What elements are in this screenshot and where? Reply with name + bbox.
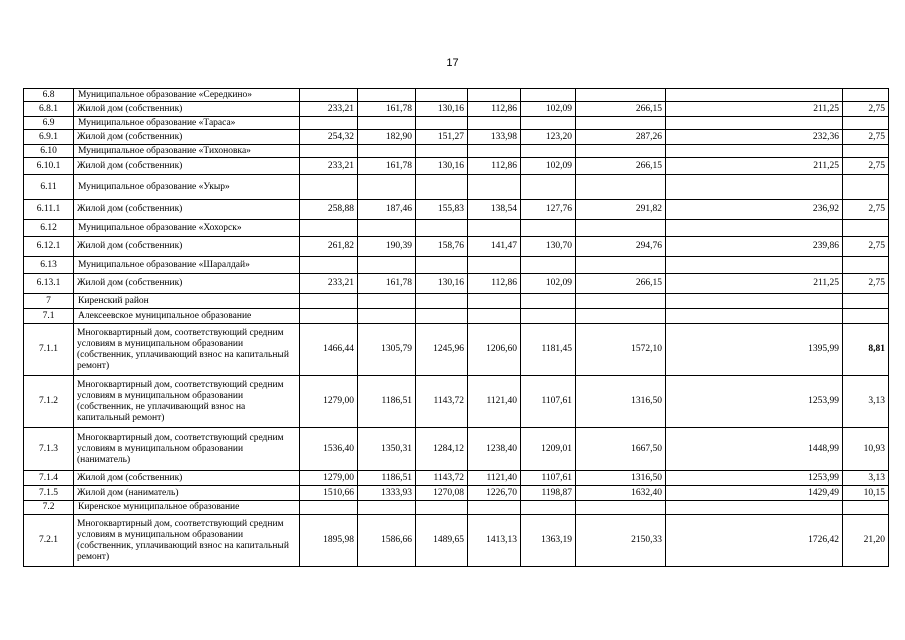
value-cell: 1121,40 (468, 471, 521, 486)
value-cell: 158,76 (416, 237, 468, 257)
section-title: Киренский район (74, 294, 300, 309)
empty-cell (521, 309, 576, 324)
value-cell: 1895,98 (300, 515, 358, 567)
row-code: 6.11 (24, 175, 74, 200)
empty-cell (843, 117, 889, 130)
table-section-row (24, 257, 889, 274)
value-cell: 266,15 (576, 102, 666, 117)
empty-cell (416, 175, 468, 200)
value-cell: 3,13 (843, 376, 889, 428)
empty-cell (521, 89, 576, 102)
value-cell: 1206,60 (468, 324, 521, 376)
row-code: 6.12 (24, 220, 74, 237)
row-code: 6.8.1 (24, 102, 74, 117)
row-name: Жилой дом (собственник) (74, 102, 300, 117)
empty-cell (358, 145, 416, 158)
empty-cell (843, 294, 889, 309)
value-cell: 266,15 (576, 274, 666, 294)
value-cell: 211,25 (666, 274, 843, 294)
value-cell: 1107,61 (521, 471, 576, 486)
empty-cell (358, 117, 416, 130)
value-cell: 1726,42 (666, 515, 843, 567)
value-cell: 1186,51 (358, 376, 416, 428)
row-code: 7.1.5 (24, 486, 74, 501)
empty-cell (843, 501, 889, 515)
empty-cell (843, 145, 889, 158)
section-title: Муниципальное образование «Шаралдай» (74, 257, 300, 274)
empty-cell (416, 294, 468, 309)
value-cell: 1429,49 (666, 486, 843, 501)
row-code: 7.1.2 (24, 376, 74, 428)
table-section-row (24, 294, 889, 309)
table-section-row (24, 145, 889, 158)
empty-cell (358, 501, 416, 515)
value-cell: 294,76 (576, 237, 666, 257)
value-cell: 127,76 (521, 200, 576, 220)
value-cell: 1279,00 (300, 471, 358, 486)
table-section-row (24, 220, 889, 237)
row-name: Жилой дом (наниматель) (74, 486, 300, 501)
value-cell: 1586,66 (358, 515, 416, 567)
empty-cell (468, 501, 521, 515)
value-cell: 1363,19 (521, 515, 576, 567)
table-row (24, 274, 889, 294)
section-title: Муниципальное образование «Тараса» (74, 117, 300, 130)
value-cell: 1238,40 (468, 428, 521, 471)
row-code: 6.9.1 (24, 130, 74, 145)
row-name: Жилой дом (собственник) (74, 130, 300, 145)
value-cell: 236,92 (666, 200, 843, 220)
empty-cell (468, 175, 521, 200)
empty-cell (416, 257, 468, 274)
value-cell: 123,20 (521, 130, 576, 145)
value-cell: 2150,33 (576, 515, 666, 567)
empty-cell (576, 309, 666, 324)
row-code: 7.1.3 (24, 428, 74, 471)
empty-cell (521, 117, 576, 130)
row-name: Многоквартирный дом, соответствующий средним условиям в муниципальном образовании (собственник, уплачивающий взнос на капитальный ремонт) (74, 324, 300, 376)
empty-cell (416, 117, 468, 130)
section-title: Муниципальное образование «Тихоновка» (74, 145, 300, 158)
value-cell: 1536,40 (300, 428, 358, 471)
tariff-table (23, 88, 889, 567)
table-row (24, 200, 889, 220)
value-cell: 1316,50 (576, 471, 666, 486)
row-name: Жилой дом (собственник) (74, 158, 300, 175)
value-cell: 130,16 (416, 274, 468, 294)
value-cell: 2,75 (843, 102, 889, 117)
table-body (24, 89, 889, 567)
value-cell: 1448,99 (666, 428, 843, 471)
value-cell: 155,83 (416, 200, 468, 220)
value-cell: 1413,13 (468, 515, 521, 567)
empty-cell (416, 501, 468, 515)
empty-cell (666, 89, 843, 102)
value-cell: 1350,31 (358, 428, 416, 471)
value-cell: 1316,50 (576, 376, 666, 428)
page-number: 17 (446, 57, 459, 69)
empty-cell (666, 501, 843, 515)
value-cell: 1226,70 (468, 486, 521, 501)
value-cell: 190,39 (358, 237, 416, 257)
row-code: 7.1.1 (24, 324, 74, 376)
value-cell: 287,26 (576, 130, 666, 145)
value-cell: 2,75 (843, 200, 889, 220)
row-code: 6.10.1 (24, 158, 74, 175)
row-name: Многоквартирный дом, соответствующий средним условиям в муниципальном образовании (собственник, не уплачивающий взнос на капитальный ремонт) (74, 376, 300, 428)
row-name: Многоквартирный дом, соответствующий средним условиям в муниципальном образовании (наниматель) (74, 428, 300, 471)
empty-cell (358, 294, 416, 309)
value-cell: 102,09 (521, 102, 576, 117)
value-cell: 1395,99 (666, 324, 843, 376)
value-cell: 151,27 (416, 130, 468, 145)
empty-cell (576, 175, 666, 200)
row-code: 6.13 (24, 257, 74, 274)
value-cell: 1253,99 (666, 376, 843, 428)
value-cell: 112,86 (468, 102, 521, 117)
table-row (24, 428, 889, 471)
table-row (24, 324, 889, 376)
table-section-row (24, 175, 889, 200)
value-cell: 1510,66 (300, 486, 358, 501)
value-cell: 239,86 (666, 237, 843, 257)
empty-cell (468, 117, 521, 130)
table-row (24, 471, 889, 486)
value-cell: 1284,12 (416, 428, 468, 471)
value-cell: 2,75 (843, 237, 889, 257)
value-cell: 1333,93 (358, 486, 416, 501)
value-cell: 1209,01 (521, 428, 576, 471)
table-row (24, 130, 889, 145)
empty-cell (843, 220, 889, 237)
value-cell: 161,78 (358, 274, 416, 294)
value-cell: 1466,44 (300, 324, 358, 376)
empty-cell (468, 145, 521, 158)
value-cell: 102,09 (521, 158, 576, 175)
row-name: Жилой дом (собственник) (74, 200, 300, 220)
table-row (24, 515, 889, 567)
empty-cell (521, 220, 576, 237)
row-code: 6.8 (24, 89, 74, 102)
table-section-row (24, 117, 889, 130)
empty-cell (521, 294, 576, 309)
value-cell: 1245,96 (416, 324, 468, 376)
empty-cell (843, 257, 889, 274)
value-cell: 1143,72 (416, 471, 468, 486)
table-row (24, 102, 889, 117)
value-cell: 1305,79 (358, 324, 416, 376)
empty-cell (468, 89, 521, 102)
section-title: Муниципальное образование «Укыр» (74, 175, 300, 200)
empty-cell (521, 501, 576, 515)
empty-cell (521, 145, 576, 158)
value-cell: 102,09 (521, 274, 576, 294)
empty-cell (300, 257, 358, 274)
value-cell: 1186,51 (358, 471, 416, 486)
empty-cell (666, 257, 843, 274)
value-cell: 258,88 (300, 200, 358, 220)
value-cell: 133,98 (468, 130, 521, 145)
table-section-row (24, 501, 889, 515)
value-cell: 1143,72 (416, 376, 468, 428)
empty-cell (666, 294, 843, 309)
empty-cell (468, 294, 521, 309)
row-code: 7.2 (24, 501, 74, 515)
row-code: 6.10 (24, 145, 74, 158)
value-cell: 233,21 (300, 274, 358, 294)
empty-cell (521, 175, 576, 200)
value-cell: 1667,50 (576, 428, 666, 471)
row-code: 7.2.1 (24, 515, 74, 567)
table-row (24, 237, 889, 257)
empty-cell (358, 89, 416, 102)
empty-cell (843, 89, 889, 102)
empty-cell (576, 89, 666, 102)
table-section-row (24, 89, 889, 102)
value-cell: 211,25 (666, 158, 843, 175)
value-cell: 112,86 (468, 158, 521, 175)
value-cell: 2,75 (843, 158, 889, 175)
value-cell: 254,32 (300, 130, 358, 145)
empty-cell (416, 89, 468, 102)
value-cell: 141,47 (468, 237, 521, 257)
value-cell: 130,16 (416, 102, 468, 117)
table-section-row (24, 309, 889, 324)
value-cell: 1181,45 (521, 324, 576, 376)
value-cell: 161,78 (358, 158, 416, 175)
value-cell: 8,81 (843, 324, 889, 376)
empty-cell (416, 145, 468, 158)
empty-cell (576, 294, 666, 309)
empty-cell (300, 309, 358, 324)
value-cell: 1489,65 (416, 515, 468, 567)
value-cell: 182,90 (358, 130, 416, 145)
row-code: 6.13.1 (24, 274, 74, 294)
empty-cell (576, 220, 666, 237)
value-cell: 161,78 (358, 102, 416, 117)
table-row (24, 376, 889, 428)
empty-cell (358, 309, 416, 324)
empty-cell (576, 117, 666, 130)
value-cell: 2,75 (843, 130, 889, 145)
empty-cell (666, 309, 843, 324)
value-cell: 266,15 (576, 158, 666, 175)
empty-cell (576, 145, 666, 158)
empty-cell (576, 501, 666, 515)
value-cell: 1121,40 (468, 376, 521, 428)
value-cell: 1107,61 (521, 376, 576, 428)
empty-cell (843, 175, 889, 200)
empty-cell (468, 309, 521, 324)
section-title: Муниципальное образование «Середкино» (74, 89, 300, 102)
empty-cell (666, 145, 843, 158)
value-cell: 1270,08 (416, 486, 468, 501)
section-title: Муниципальное образование «Хохорск» (74, 220, 300, 237)
section-title: Алексеевское муниципальное образование (74, 309, 300, 324)
value-cell: 130,16 (416, 158, 468, 175)
section-title: Киренское муниципальное образование (74, 501, 300, 515)
empty-cell (300, 175, 358, 200)
row-name: Жилой дом (собственник) (74, 274, 300, 294)
row-name: Многоквартирный дом, соответствующий средним условиям в муниципальном образовании (собственник, уплачивающий взнос на капитальный ремонт) (74, 515, 300, 567)
value-cell: 1253,99 (666, 471, 843, 486)
empty-cell (416, 309, 468, 324)
value-cell: 1632,40 (576, 486, 666, 501)
row-name: Жилой дом (собственник) (74, 237, 300, 257)
value-cell: 112,86 (468, 274, 521, 294)
value-cell: 291,82 (576, 200, 666, 220)
empty-cell (300, 501, 358, 515)
empty-cell (358, 257, 416, 274)
value-cell: 138,54 (468, 200, 521, 220)
value-cell: 1572,10 (576, 324, 666, 376)
empty-cell (300, 117, 358, 130)
empty-cell (300, 89, 358, 102)
empty-cell (300, 294, 358, 309)
value-cell: 130,70 (521, 237, 576, 257)
row-code: 6.11.1 (24, 200, 74, 220)
empty-cell (358, 175, 416, 200)
empty-cell (468, 257, 521, 274)
value-cell: 187,46 (358, 200, 416, 220)
row-code: 7.1.4 (24, 471, 74, 486)
table-row (24, 486, 889, 501)
value-cell: 1198,87 (521, 486, 576, 501)
value-cell: 1279,00 (300, 376, 358, 428)
value-cell: 211,25 (666, 102, 843, 117)
value-cell: 10,93 (843, 428, 889, 471)
value-cell: 3,13 (843, 471, 889, 486)
empty-cell (300, 220, 358, 237)
empty-cell (666, 220, 843, 237)
empty-cell (666, 175, 843, 200)
row-code: 6.12.1 (24, 237, 74, 257)
value-cell: 2,75 (843, 274, 889, 294)
empty-cell (358, 220, 416, 237)
table-row (24, 158, 889, 175)
row-code: 6.9 (24, 117, 74, 130)
row-name: Жилой дом (собственник) (74, 471, 300, 486)
row-code: 7.1 (24, 309, 74, 324)
empty-cell (416, 220, 468, 237)
row-code: 7 (24, 294, 74, 309)
empty-cell (576, 257, 666, 274)
empty-cell (666, 117, 843, 130)
value-cell: 233,21 (300, 102, 358, 117)
empty-cell (300, 145, 358, 158)
value-cell: 233,21 (300, 158, 358, 175)
value-cell: 21,20 (843, 515, 889, 567)
value-cell: 232,36 (666, 130, 843, 145)
empty-cell (843, 309, 889, 324)
empty-cell (468, 220, 521, 237)
value-cell: 261,82 (300, 237, 358, 257)
value-cell: 10,15 (843, 486, 889, 501)
empty-cell (521, 257, 576, 274)
